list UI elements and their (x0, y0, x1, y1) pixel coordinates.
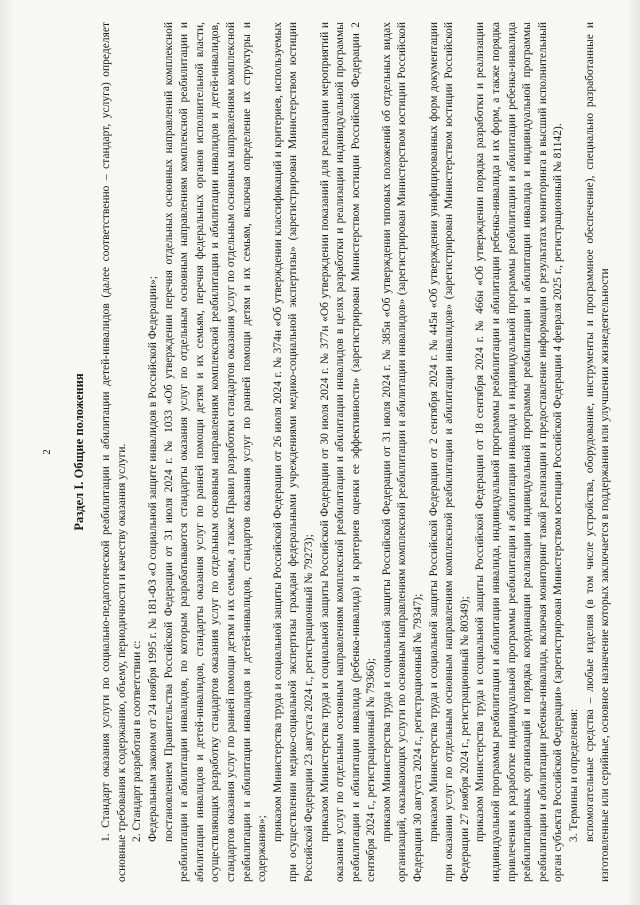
section-title: Раздел I. Общие положения (71, 373, 86, 531)
paragraph-order-377n: приказом Министерства труда и социальной защиты Российской Федерации от 30 июля 2024 г. № 377н «Об утверждении показаний для реализации мероприятий и оказания услуг по отдельным основным направлениям комплексной реабилитации и абилитации инвалидов в целях разработки и реализации индивидуальной программы реабилитации и абилитации инвалида (ребенка-инвалида) и критериев оценки ее эффективности» (зарегистрирован Министерством юстиции Российской Федерации 2 сентября 2024 г., регистрационный № 79366); (318, 22, 378, 882)
paragraph-1: 1. Стандарт оказания услуги по социально-педагогической реабилитации и абилитации детей-инвалидов (далее соответственно – стандарт, услуга) определяет основные требования к содержанию, объему, периодичности и качеству оказания услуги. (100, 22, 128, 882)
paragraph-government-decree: постановлением Правительства Российской Федерации от 31 июля 2024 г. № 1033 «Об утверждении перечня отдельных основных направлений комплексной реабилитации и абилитации инвалидов, по которым разрабатываются стандарты оказания услуг по отдельным основным направлениям комплексной реабилитации и абилитации инвалидов и детей-инвалидов, стандарты оказания услуг по ранней помощи детям и их семьям, перечня федеральных органов исполнительной власти, осуществляющих разработку стандартов оказания услуг по отдельным основным направлениям комплексной реабилитации и абилитации инвалидов и детей-инвалидов, стандартов оказания услуг по ранней помощи детям и их семьям, а также Правил разработки стандартов оказания услуг по отдельным основным направлениям комплексной реабилитации и абилитации инвалидов и детей-инвалидов, стандартов оказания услуг по ранней помощи детям и их семьям, включая определение их структуры и содержания»; (162, 22, 269, 882)
paragraph-3-terms: 3. Термины и определения: (568, 708, 580, 842)
paragraph-definition-assistive-devices: вспомогательные средства – любые изделия (в том числе устройства, оборудование, инструменты и программное обеспечение), специально разработанные и изготовленные или серийные, основное назначение которых заключается в поддержании или улучшении жизнедеятельности (583, 22, 612, 882)
paragraph-2: 2. Стандарт разработан в соответствии с: (131, 640, 144, 842)
document-page (40, 22, 612, 882)
paragraph-order-374n: приказом Министерства труда и социальной защиты Российской Федерации от 26 июля 2024 г. № 374н «Об утверждении классификаций и критериев, используемых при осуществлении медико-социальной экспертизы граждан федеральными учреждениями медико-социальной экспертизы» (зарегистрирован Министерством юстиции Российской Федерации 23 августа 2024 г., регистрационный № 79273); (271, 22, 315, 882)
paragraph-order-445n: приказом Министерства труда и социальной защиты Российской Федерации от 2 сентября 2024 г. № 445н «Об утверждении унифицированных форм документации при оказании услуг по отдельным основным направлениям комплексной реабилитации и абилитации инвалидов» (зарегистрирован Министерством юстиции Российской Федерации 27 ноября 2024 г., регистрационный № 80349); (427, 22, 471, 882)
page-number: 2 (41, 449, 53, 455)
paragraph-federal-law: Федеральным законом от 24 ноября 1995 г. № 181-ФЗ «О социальной защите инвалидов в Российской Федерации»; (146, 276, 159, 842)
paragraph-order-466n: приказом Министерства труда и социальной защиты Российской Федерации от 18 сентября 2024 г. № 466н «Об утверждении порядка разработки и реализации индивидуальной программы реабилитации и абилитации инвалида, индивидуальной программы реабилитации и абилитации ребенка-инвалида и их форм, а также порядка привлечения к разработке индивидуальной программы реабилитации и абилитации инвалида и индивидуальной программы реабилитации и абилитации ребенка-инвалида реабилитационных организаций и порядка координации реализации индивидуальной программы реабилитации и абилитации инвалида и индивидуальной программы реабилитации и абилитации ребенка-инвалида, включая мониторинг такой реализации и предоставление информации о результатах мониторинга в высший исполнительный орган субъекта Российской Федерации» (зарегистрирован Министерством юстиции Российской Федерации 4 февраля 2025 г., регистрационный № 81142). (474, 22, 565, 882)
paragraph-order-385n: приказом Министерства труда и социальной защиты Российской Федерации от 31 июля 2024 г. № 385н «Об утверждении типовых положений об отдельных видах организаций, оказывающих услуги по основным направлениям комплексной реабилитации и абилитации инвалидов» (зарегистрирован Министерством юстиции Российской Федерации 30 августа 2024 г., регистрационный № 79347); (380, 22, 425, 882)
